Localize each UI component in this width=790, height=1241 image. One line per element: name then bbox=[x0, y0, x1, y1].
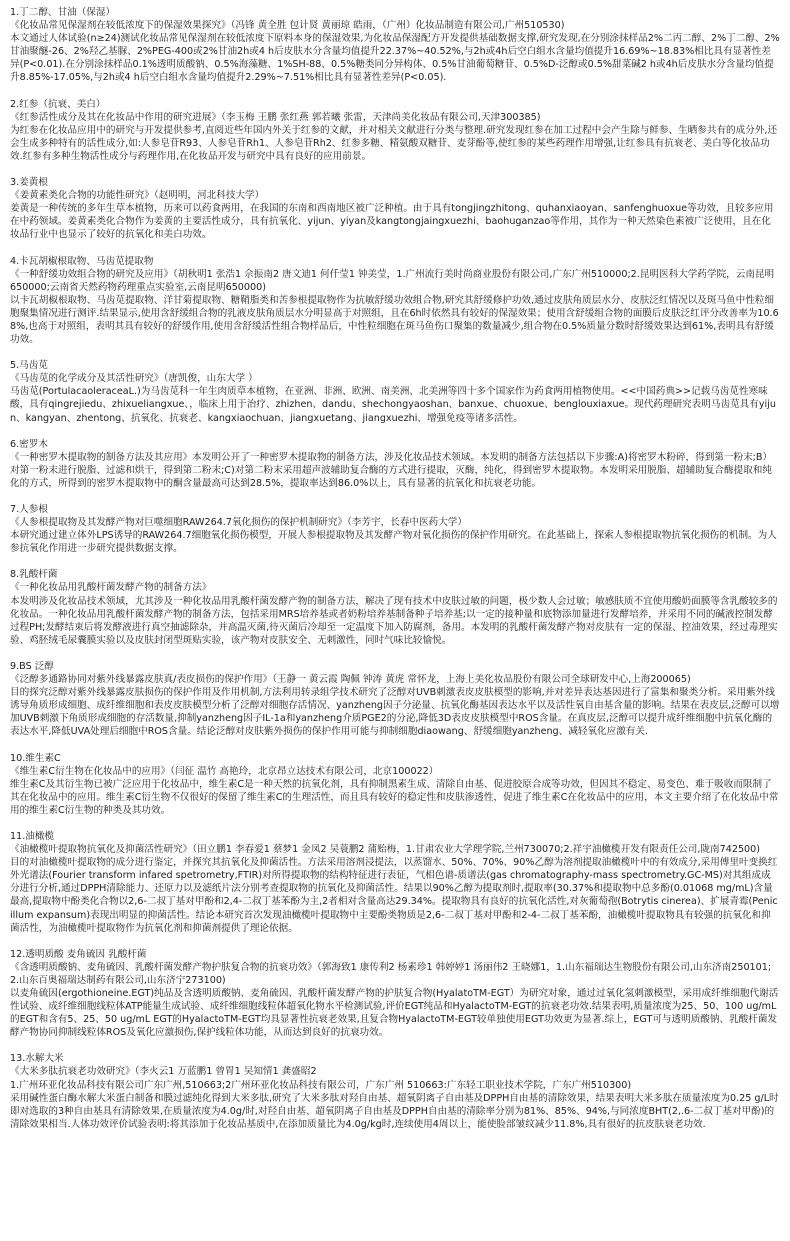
entry-8 bbox=[10, 568, 780, 647]
entry-abstract: 以卡瓦胡椒根取物、马齿苋提取物、洋甘菊提取物、糖鞘脂类和苦参根提取物作为抗敏舒缓功效组合物,研究其舒缓修护功效,通过皮肤角质层水分、皮肤泛红情况以及斑马鱼中性粒细胞聚集情况进行测评.结果显示,使用含舒缓组合物的乳液皮肤角质层水分明显高于对照组，且在6h时依然具有较好的保湿效果；使用含舒缓组合物的面膜后皮肤泛红评分改善率为10.68%,也高于对照组，表明其具有较好的舒缓作用,使用含舒缓活性组合物样品后，中性粒细胞在斑马鱼伤口聚集的数量减少,组合物在0.5%质量分数时舒缓效果达到61%,表明具有舒缓功效。 bbox=[10, 294, 779, 346]
entry-abstract: 为红参在化妆品应用中的研究与开发提供参考,直阅近些年国内外关于红参的文献，并对相关文献进行分类与整理.研究发现红参在加工过程中会产生除与鲜参、生晒参共有的成分外,还会生成多种特有的活性成分,如:人参皂苷R93、人参皂苷Rh1、人参皂苷Rh2、红参多糖、精氨酸双糖苷、麦芽酚等,使红参的某些药理作用增强,让红参具有抗衰老、美白等化妆品功效.红参有多种生物活性成分与药理作用,在化妆品开发与研究中具有良好的应用前景。 bbox=[10, 124, 778, 162]
entry-citation: 《大米多肽抗衰老功效研究》（李火云1 万蓝鹏1 曾胃1 吴知情1 龚盛昭2 bbox=[10, 1066, 317, 1078]
entry-citation: 《一种化妆品用乳酸杆菌发酵产物的制备方法》 bbox=[10, 582, 212, 594]
entry-5 bbox=[10, 359, 780, 424]
entry-citation: 《含透明质酸钠、麦角硫因、乳酸杆菌发酵产物护肤复合物的抗衰功效》（郭海致1 康传利2 杨素珍1 韩婷婷1 汤丽伟2 王晓娜1，1.山东福瑞达生物股份有限公司,山东济南250101;2.山东百奥福瑞达制药有限公司,山东济宁273100) bbox=[10, 961, 772, 986]
entry-heading: 13.水解大米 bbox=[10, 1053, 64, 1065]
entry-citation: 《姜黄素类化合物的功能性研究》（赵明明，河北科技大学） bbox=[10, 190, 265, 202]
entry-citation: 《维生素C衍生物在化妆品中的应用》（闫征 温竹 高艳玲，北京昂立达技术有限公司，北京100022） bbox=[10, 765, 439, 777]
entry-abstract: 以麦角硫因(ergothioneine.EGT)纯品及含透明质酸钠、麦角硫因、乳酸杆菌发酵产物的护肤复合物(HyalatoTM-EGT）为研究对象，通过过氧化氢刺激模型，采用成纤维细胞代谢活性试验、成纤维细胞线粒体ATP能量生成试验、成纤维细胞线粒体超氧化物水平检测试验,评价EGT纯品和HyalactoTM-EGT的抗衰老功效.结果表明,质量浓度为25、50、100 ug/mL的EGT和含有5、25、50 ug/mL EGT的HyalactoTM-EGT均具显著性抗衰老效果,且复合物HyalactoTM-EGT较单独使用EGT功效更为显著.综上，EGT可与透明质酸钠、乳酸杆菌发酵产物协同抑制线粒体ROS及氧化应激损伤,保护线粒体功能，从而达到良好的抗衰功效。 bbox=[10, 988, 779, 1039]
entry-abstract: 马齿苋(PortulacaoleraceaL.)为马齿苋科一年生肉质草本植物，在亚洲、非洲、欧洲、南美洲、北美洲等四十多个国家作为药食两用植物使用。<<中国药典>>记载马齿苋性寒味酸，具有qingrejiedu、zhixueliangxue、，临床上用于治疗、zhizhen、dandu、shechongyaoshan、banxue、chuoxue、benglouxiaxue。现代药理研究表明马齿苋具有yijun、kangyan、zhentong、抗氧化、抗衰老、kangxiaochuan、jiangxuetang、jiangxuezhi、增强免疫等诸多活性。 bbox=[10, 386, 776, 424]
entry-heading: 8.乳酸杆菌 bbox=[10, 569, 58, 581]
entry-citation: 《一种密罗木提取物的制备方法及其应用》本发明公开了一种密罗木提取物的制备方法，涉及化妆品技术领域。本发明的制备方法包括以下步骤:A)将密罗木粉碎，得到第一粉末;B）对第一粉末进行脱脂、过滤和烘干，得到第二粉末;C)对第二粉末采用超声波辅助复合酶的方式进行提取，灭酶，纯化，得到密罗木提取物。本发明采用脱脂、超辅助复合酶提取和纯化的方式，所得到的密罗木提取物中的酮含量最高可达到28.5%，提取率达到86.0%以上，具有显著的抗氧化和抗衰老功能。 bbox=[10, 451, 773, 489]
entry-heading: 4.卡瓦胡椒根取物、马齿苋提取物 bbox=[10, 255, 154, 267]
entry-heading: 9.BS 泛醇 bbox=[10, 660, 54, 672]
entry-10 bbox=[10, 752, 780, 817]
entry-abstract: 姜黄是一种传统的多年生草本植物，历来可以药食两用，在我国的东南和西南地区被广泛种植。由于具有tongjingzhitong、quhanxiaoyan、sanfenghuoxue等功效，且较多应用在中药领域。姜黄素类化合物作为姜黄的主要活性成分，具有抗氧化、yijun、yiyan及kangtongjaingxuezhi、baohuganzao等作用，其作为一种天然染色素被广泛使用，且在化妆品行业中也显示了较好的抗氧化和美白功效。 bbox=[10, 203, 774, 241]
entry-abstract: 本发明涉及化妆品技术领域，尤其涉及一种化妆品用乳酸杆菌发酵产物的制备方法，解决了现有技术中皮肤过敏的问题，极少数人会过敏；敏感肤质不宜使用酸奶面膜等含乳酸较多的化妆品。一种化妆品用乳酸杆菌发酵产物的制备方法，包括采用MRS培养基或者奶粉培养基制备种子培养基;以一定的接种量和底物添加量进行发酵培养，并采用不同的碱液控制发酵过程PH;发酵结束后将发酵液进行真空抽滤除杂，并高温灭菌,待灭菌后冷却至一定温度下加入防腐剂，备用。本发明的乳酸杆菌发酵产物对皮肤有一定的保湿、控油效果，经过毒理实验、鸡胚绒毛尿囊膜实验以及皮肤封闭型斑贴实验，该产物对皮肤安全、无刺激性，同时气味比较愉悦。 bbox=[10, 595, 778, 646]
entry-citation: 《马齿苋的化学成分及其活性研究》（唐凯俊，山东大学 ） bbox=[10, 373, 258, 385]
entry-heading: 7.人参根 bbox=[10, 504, 48, 515]
entry-heading: 5.马齿苋 bbox=[10, 360, 48, 372]
entry-6 bbox=[10, 438, 780, 490]
entry-abstract: 1.广州环亚化妆品科技有限公司广东广州,510663;2广州环亚化妆品科技有限公司，广东广州 510663:广东轻工职业技术学院，广东广州510300) 采用碱性蛋白酶水解大米蛋白制备和膜过滤纯化得到大米多肽,研究了大米多肽对羟自由基、超氧阴离子自由基及DPPH自由基的清除效果，结果表明大米多肽在质量浓度为0.25 g/L时即对选取的3种自由基具有清除效果,在质量浓度为4.0g/时,对羟自由基、超氧阴离子自由基及DPPH自由基的清除率分别为81%、85%、94%,与同浓度BHT(2,.6-二叔丁基对甲酚)的清除效果相当.人体功效评价试验表明:将其添加于化妆品基质中,在添加质量比为4.0g/kg时,连续使用4周以上，能使脸部皱纹减少11.8%,具有很好的抗皮肤衰老功效. bbox=[10, 1079, 779, 1130]
entry-13 bbox=[10, 1052, 780, 1131]
entry-abstract: 本研究通过建立体外LPS诱导的RAW264.7细胞氧化损伤模型，开展人参根提取物及其发酵产物对氧化损伤的保护作用研究。在此基础上，探索人参根提取物抗氧化损伤的机制。为人参抗氧化作用进一步研究提供数据支撑。 bbox=[10, 530, 777, 555]
entry-citation: 《油橄榄叶提取物抗氧化及抑菌活性研究》（田立鹏1 李春爱1 蔡梦1 金凤2 吴蓑鹏2 蒲贻梅，1.甘肃农业大学理学院,兰州730070;2.祥宇油橄榄开发有限责任公司,陇南742500) bbox=[10, 844, 760, 856]
entry-4 bbox=[10, 255, 780, 347]
entry-heading: 3.姜黄根 bbox=[10, 177, 48, 189]
entry-abstract: 本文通过人体试验(n≥24)测试化妆品常见保湿剂在较低浓度下原料本身的保湿效果,为化妆品保湿配方开发提供基础数据支撑,研究发现,在分别涂抹样品2%二丙二醇、2%丁二醇、2%甘油聚醚-26、2%羟乙基脲、2%PEG-400或2%甘油2h或4 h后皮肤水分含量均值提升22.37%~40.52%,与2h或4h后空白组水含量均值提升16.69%~18.83%相比具有显著性差异(P<0.01).在分别涂抹样品0.1%透明质酸钠、0.5%海藻糖、1%SH-88、0.5%糖类同分异构体、0.5%甘油葡萄糖苷、0.5%D-泛醇或0.5%甜菜碱2 h或4h后皮肤水分含量均值提升8.85%-17.05%,与2h或4 h后空白组水含量均值提升2.29%~7.51%相比具有显著性差异(P<0.05). bbox=[10, 33, 780, 84]
entry-heading: 10.维生素C bbox=[10, 752, 61, 764]
entry-7 bbox=[10, 503, 780, 555]
entry-heading: 2.红参（抗衰、美白） bbox=[10, 98, 106, 110]
entry-citation: 《红参活性成分及其在化妆品中作用的研究进展》（李玉梅 王鹏 张红燕 郭若曦 张雷，天津尚美化妆品有限公司,天津300385) bbox=[10, 111, 541, 123]
entry-abstract: 目的对油橄榄叶提取物的成分进行鉴定，并探究其抗氧化及抑菌活性。方法采用溶剂浸提法，以蒸馏水、50%、70%、90%乙醇为溶剂提取油橄榄叶中的有效成分,采用傅里叶变换红外光谱法(Fourier transform infared spetrometry,FTIR)对所得提取物的结构特征进行表征，气相色谱-质谱法(gas chromatography-mass spectrometry.GC-MS)对其组成成分进行分析,通过DPPH清除能力、还原力以及滤纸片法分别考查提取物的抗氧化及抑菌活性。结果以90%乙醇为提取剂时,提取率(30.37%和提取物中总多酚(0.01068 mg/mL)含量最高,提取物中酚类化合物以2,6-二叔丁基对甲酚和2,4-二叔丁基苯酚为主,2者相对含量高达29.34%。提取物具有良好的抗氧化活性,对灰葡萄孢(Botrytis cinerea)、扩展青霉(Penicillum expansum)表现出明显的抑菌活性。结论本研究首次发现油橄榄叶提取物中主要酚类物质是2,6-二叔丁基对甲酚和2-4-二叔丁基苯酚，油橄榄叶提取物具有较强的抗氧化和抑菌活性，为油橄榄叶提取物作为抗氧化剂和抑菌剂提供了理论依据。 bbox=[10, 857, 778, 934]
entry-3 bbox=[10, 176, 780, 241]
entry-1 bbox=[10, 6, 780, 85]
entry-citation: 《人参根提取物及其发酵产物对巨噬细胞RAW264.7氧化损伤的保护机制研究》（李芳宇，长春中医药大学） bbox=[10, 517, 467, 529]
entry-abstract: 维生素C及其衍生物已被广泛应用于化妆品中，维生素C是一种天然的抗氧化剂，具有抑制黑素生成、清除自由基、促进胶原合成等功效，但因其不稳定、易变色、难于吸收而限制了其在化妆品中的应用。维生素C衍生物不仅很好的保留了维生素C的生理活性，而且具有较好的稳定性和皮肤渗透性，促进了维生素C在化妆品中的应用，本文主要介绍了在化妆品中常用的维生素C衍生物的种类及其功效。 bbox=[10, 778, 779, 816]
entry-heading: 11.油橄榄 bbox=[10, 830, 55, 842]
entry-2 bbox=[10, 98, 780, 163]
entry-heading: 12.透明质酸 麦角硫因 乳酸杆菌 bbox=[10, 948, 147, 960]
entry-heading: 6.密罗木 bbox=[10, 438, 48, 450]
entry-citation: 《泛醇多通路协同对紫外线暴露皮肤真/表皮损伤的保护作用》（王静一 黄云霞 陶佩 钟涛 黄虎 常怀龙，上海上美化妆品股份有限公司全球研发中心,上海200065) bbox=[10, 674, 691, 686]
entry-11 bbox=[10, 830, 780, 935]
entry-heading: 1.丁二醇、甘油（保湿） bbox=[10, 7, 116, 18]
entry-9 bbox=[10, 660, 780, 739]
entry-citation: 《化妆品常见保湿剂在较低浓度下的保湿效果探究》（冯锋 黄全胜 包计贤 黄丽琼 皓雨，（广州）化妆品制造有限公司,广州510530) bbox=[10, 20, 565, 32]
entry-citation: 《一种舒缓功效组合物的研究及应用》（胡秋明1 张浩1 佘振南2 唐文迪1 何仟莹1 钟美莹，1.广州流行美时尚商业股份有限公司,广东广州510000;2.昆明医科大学药学院，云南昆明650000;云南省天然药物药理重点实验室,云南昆明650000) bbox=[10, 268, 775, 293]
entry-12 bbox=[10, 948, 780, 1040]
entry-abstract: 目的探究泛醇对紫外线暴露皮肤损伤的保护作用及作用机制,方法利用转录组学技术研究了泛醇对UVB刺激表皮皮肤模型的影响,并对差异表达基因进行了富集和聚类分析。采用紫外线诱导角质形成细胞、成纤维细胞和表皮皮肤模型分析了泛醇对细胞存活情况、yanzheng因子分泌量、抗氧化酶基因表达水平以及活性氧自由基含量的影响。结果在表皮层,泛醇可以增加UVB刺激下角质形成细胞的存活数量,抑制yanzheng因子IL-1a和yanzheng介质PGE2的分泌,降低3D表皮皮肤模型中ROS含量。在真皮层,泛醇可以提升成纤维细胞中抗氧化酶的表达水平,降低UVA处理后细胞中ROS含量。结论泛醇对皮肤紫外损伤的保护作用可能与抑制细胞diaowang、舒缓细胞yanzheng、减轻氧化应激有关. bbox=[10, 687, 780, 738]
